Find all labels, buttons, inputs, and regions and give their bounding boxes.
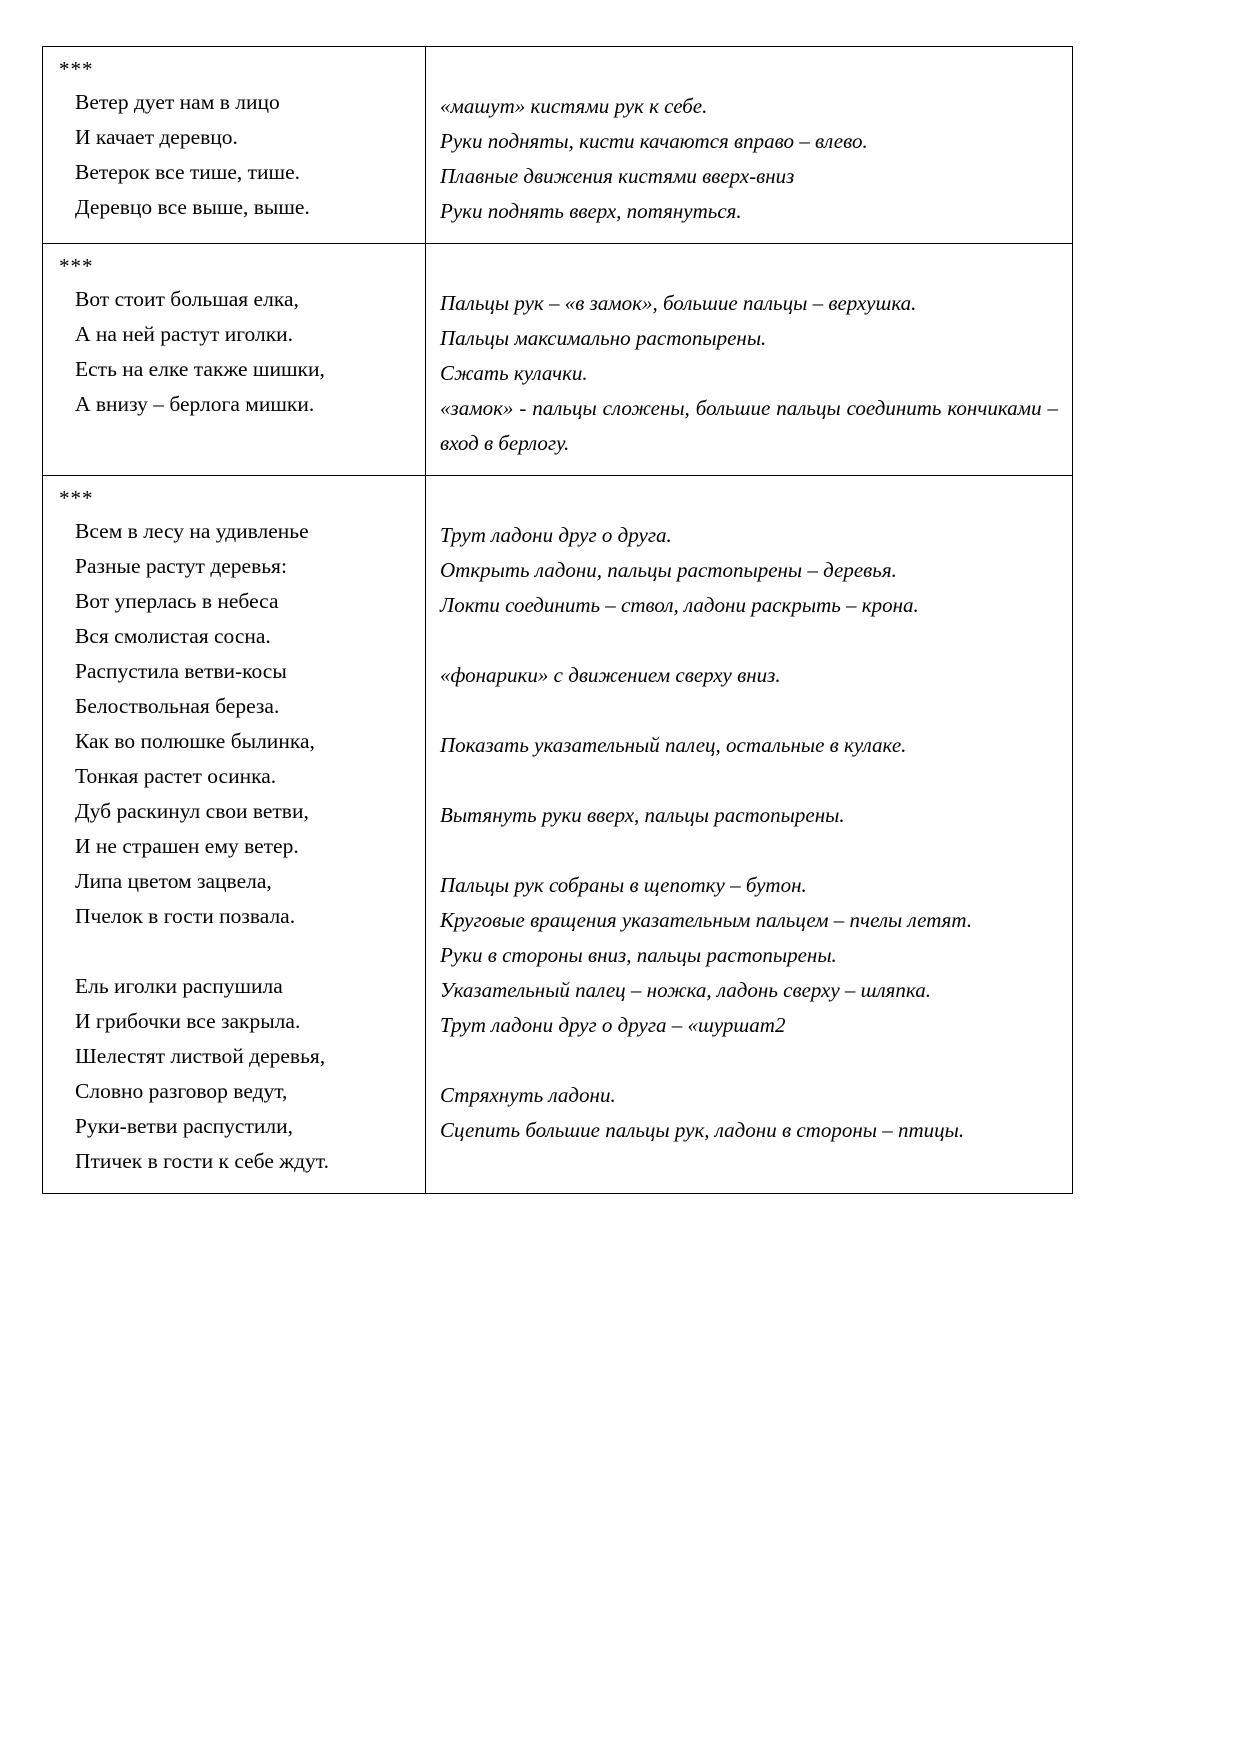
poem-line: Есть на елке также шишки, (75, 357, 325, 382)
instruction-line: Пальцы максимально растопырены. (440, 326, 767, 350)
stanza-marker: *** (59, 486, 94, 510)
instruction-line: Руки в стороны вниз, пальцы растопырены. (440, 943, 837, 967)
instruction-line: «фонарики» с движением сверху вниз. (440, 663, 781, 687)
poem-line: Словно разговор ведут, (75, 1079, 288, 1104)
stanza-marker: *** (59, 254, 94, 278)
instruction-line: Круговые вращения указательным пальцем – пчелы летят. (440, 908, 973, 932)
table-row (43, 47, 1073, 244)
poem-line: Вот стоит большая елка, (75, 287, 299, 312)
poem-line: Ель иголки распушила (75, 974, 283, 999)
instruction-line: «машут» кистями рук к себе. (440, 94, 708, 118)
poem-line: Ветер дует нам в лицо (75, 90, 280, 115)
poem-cell-1 (43, 47, 426, 244)
instruction-line: Показать указательный палец, остальные в кулаке. (440, 733, 907, 757)
poem-line: Пчелок в гости позвала. (75, 904, 296, 929)
instruction-line: Сжать кулачки. (440, 361, 588, 385)
poem-line: Вот уперлась в небеса (75, 589, 279, 614)
instruction-line: Пальцы рук – «в замок», большие пальцы – верхушка. (440, 291, 917, 315)
poem-line: И грибочки все закрыла. (75, 1009, 301, 1034)
poem-line: Руки-ветви распустили, (75, 1114, 293, 1139)
poem-line-blank (59, 934, 413, 969)
instruction-line-blank (440, 763, 1058, 798)
instruction-line: «замок» - пальцы сложены, большие пальцы соединить кончиками – вход в берлогу. (440, 396, 1058, 455)
poem-line: Дуб раскинул свои ветви, (75, 799, 309, 824)
poem-line: Белоствольная береза. (75, 694, 280, 719)
poem-line: И качает деревцо. (75, 125, 238, 150)
poem-line: Разные растут деревья: (75, 554, 287, 579)
table-row (43, 476, 1073, 1194)
instruction-line-blank (440, 693, 1058, 728)
instruction-line: Трут ладони друг о друга – «шуршат2 (440, 1013, 786, 1037)
instruction-line: Руки поднять вверх, потянуться. (440, 199, 742, 223)
instruction-line: Локти соединить – ствол, ладони раскрыть – крона. (440, 593, 919, 617)
stanza-marker: *** (59, 57, 94, 81)
poem-line: Как во полюшке былинка, (75, 729, 315, 754)
instruction-cell-1 (426, 47, 1073, 244)
poem-line: Ветерок все тише, тише. (75, 160, 301, 185)
poem-cell-2 (43, 244, 426, 476)
poems-instructions-table (42, 46, 1073, 1194)
poem-line: Птичек в гости к себе ждут. (75, 1149, 329, 1174)
instruction-line: Вытянуть руки вверх, пальцы растопырены. (440, 803, 845, 827)
instruction-line: Трут ладони друг о друга. (440, 523, 672, 547)
poem-line: И не страшен ему ветер. (75, 834, 299, 859)
poem-line: Шелестят листвой деревья, (75, 1044, 326, 1069)
poem-line: Липа цветом зацвела, (75, 869, 272, 894)
poem-line: Тонкая растет осинка. (75, 764, 277, 789)
instruction-line: Плавные движения кистями вверх-вниз (440, 164, 795, 188)
poem-line: Деревцо все выше, выше. (75, 195, 310, 220)
poem-line: Всем в лесу на удивленье (75, 519, 309, 544)
poem-line: А внизу – берлога мишки. (75, 392, 315, 417)
instruction-line-blank (440, 1043, 1058, 1078)
poem-line: Вся смолистая сосна. (75, 624, 271, 649)
instruction-line: Открыть ладони, пальцы растопырены – деревья. (440, 558, 897, 582)
poem-cell-3 (43, 476, 426, 1194)
instruction-line: Стряхнуть ладони. (440, 1083, 616, 1107)
instruction-line: Указательный палец – ножка, ладонь сверху – шляпка. (440, 978, 931, 1002)
instruction-line: Руки подняты, кисти качаются вправо – влево. (440, 129, 868, 153)
instruction-cell-3 (426, 476, 1073, 1194)
table-row (43, 244, 1073, 476)
instruction-line: Пальцы рук собраны в щепотку – бутон. (440, 873, 807, 897)
poem-line: А на ней растут иголки. (75, 322, 294, 347)
instruction-cell-2 (426, 244, 1073, 476)
poem-line: Распустила ветви-косы (75, 659, 287, 684)
instruction-line: Сцепить большие пальцы рук, ладони в стороны – птицы. (440, 1118, 965, 1142)
instruction-line-blank (440, 623, 1058, 658)
instruction-line-blank (440, 833, 1058, 868)
